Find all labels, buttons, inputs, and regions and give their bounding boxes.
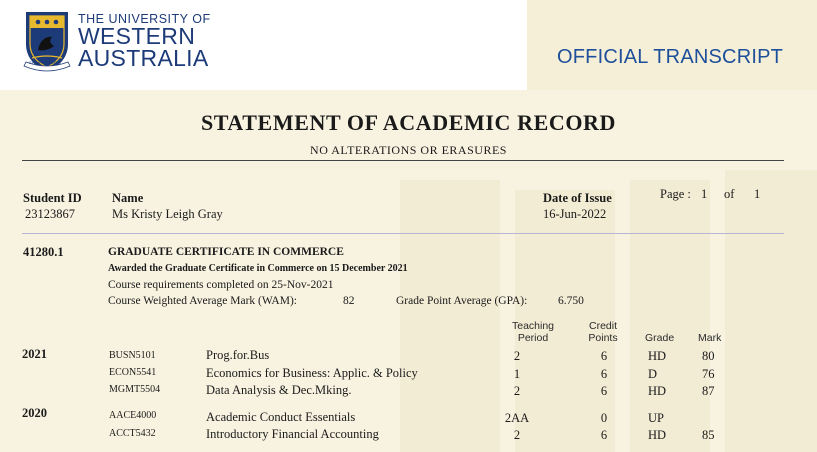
page-label: Page : — [660, 187, 691, 201]
unit-period: 2 — [513, 349, 521, 363]
page-of-label: of — [724, 187, 735, 201]
unit-title: Prog.for.Bus — [206, 348, 270, 362]
unit-code: AACE4000 — [109, 410, 157, 421]
col-mark-header: Mark — [698, 332, 722, 344]
unit-credit: 6 — [600, 428, 608, 442]
course-title: GRADUATE CERTIFICATE IN COMMERCE — [108, 246, 344, 258]
document-type-title: OFFICIAL TRANSCRIPT — [557, 46, 784, 68]
year-label: 2021 — [22, 347, 47, 361]
letterhead-fade — [527, 0, 817, 90]
unit-period: 1 — [513, 367, 521, 381]
unit-title: Data Analysis & Dec.Mking. — [206, 383, 352, 397]
unit-period: 2 — [513, 428, 521, 442]
unit-period: 2 — [513, 384, 521, 398]
university-name-line1: THE UNIVERSITY OF — [78, 12, 211, 26]
wam-value: 82 — [343, 295, 355, 307]
unit-mark: 85 — [702, 428, 715, 442]
gpa-value: 6.750 — [558, 295, 584, 307]
unit-credit: 6 — [600, 367, 608, 381]
statement-title: STATEMENT OF ACADEMIC RECORD — [200, 110, 617, 135]
unit-credit: 6 — [600, 384, 608, 398]
unit-code: MGMT5504 — [109, 384, 161, 395]
wam-label: Course Weighted Average Mark (WAM): — [108, 295, 297, 307]
crest-motto: SEEK WISDOM — [29, 60, 61, 65]
unit-grade: HD — [648, 428, 667, 442]
student-id: 23123867 — [25, 207, 75, 221]
header-divider — [22, 160, 784, 161]
course-code: 41280.1 — [23, 245, 64, 259]
unit-period: 2AA — [504, 411, 530, 425]
unit-mark: 80 — [702, 349, 715, 363]
year-label: 2020 — [22, 406, 47, 420]
unit-code: ECON5541 — [109, 367, 157, 378]
unit-mark: 87 — [702, 384, 715, 398]
issue-date-label: Date of Issue — [543, 191, 612, 205]
unit-grade: HD — [648, 349, 667, 363]
unit-title: Economics for Business: Applic. & Policy — [206, 366, 418, 380]
unit-title: Introductory Financial Accounting — [206, 427, 379, 441]
university-name-line3: AUSTRALIA — [78, 45, 209, 71]
unit-credit: 6 — [600, 349, 608, 363]
unit-credit: 0 — [600, 411, 608, 425]
student-name-label: Name — [112, 191, 144, 205]
col-teaching-period-header: Teaching Period — [511, 320, 555, 344]
student-id-label: Student ID — [23, 191, 82, 205]
page-number: 1 — [701, 187, 708, 201]
statement-subtitle: NO ALTERATIONS OR ERASURES — [310, 143, 507, 157]
university-name-line2: WESTERN — [78, 23, 196, 49]
col-grade-header: Grade — [645, 332, 675, 344]
unit-code: BUSN5101 — [109, 350, 156, 361]
gpa-label: Grade Point Average (GPA): — [396, 295, 528, 307]
unit-grade: D — [648, 367, 658, 381]
student-name: Ms Kristy Leigh Gray — [112, 207, 223, 221]
course-completion-note: Course requirements completed on 25-Nov-2021 — [108, 279, 334, 291]
unit-mark: 76 — [702, 367, 715, 381]
student-divider — [22, 233, 784, 234]
page-total: 1 — [754, 187, 761, 201]
col-credit-points-header: Credit Points — [588, 320, 618, 344]
unit-title: Academic Conduct Essentials — [206, 410, 356, 424]
unit-code: ACCT5432 — [109, 428, 156, 439]
issue-date: 16-Jun-2022 — [543, 207, 607, 221]
course-award-note: Awarded the Graduate Certificate in Commerce on 15 December 2021 — [108, 263, 408, 274]
unit-grade: HD — [648, 384, 667, 398]
unit-grade: UP — [648, 411, 664, 425]
